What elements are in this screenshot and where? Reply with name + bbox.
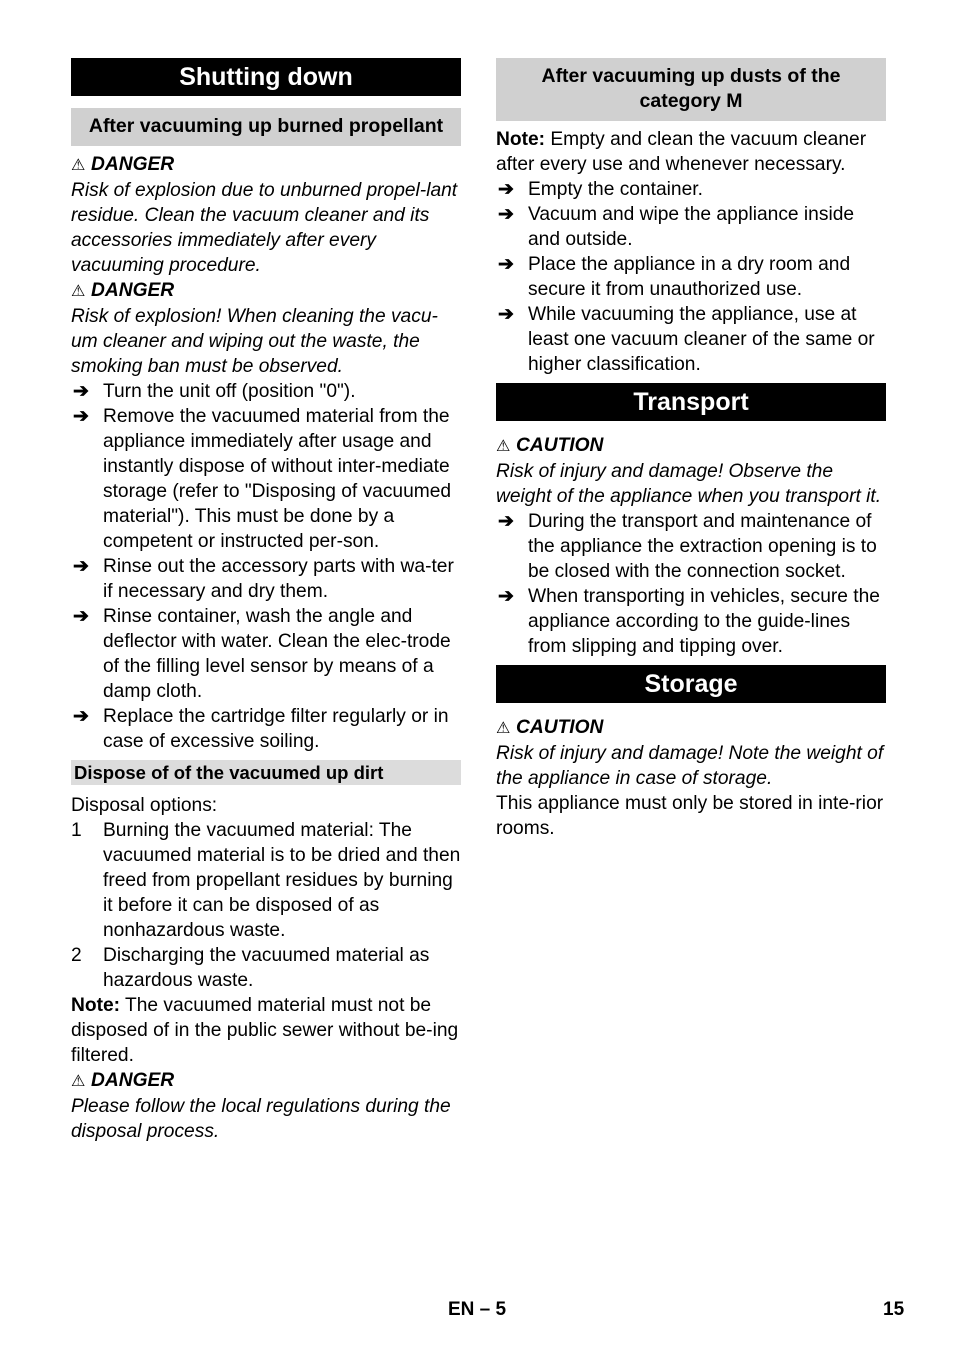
arrow-right-icon: ➔: [73, 556, 90, 577]
warning-triangle-icon: ⚠: [71, 1073, 86, 1090]
step-item: ➔ Replace the cartridge filter regularly or in case of excessive soiling.: [73, 706, 449, 752]
warning-triangle-icon: ⚠: [71, 157, 86, 174]
danger-label-2: ⚠ DANGER: [71, 278, 461, 304]
subheading-burned-propellant: After vacuuming up burned propellant: [71, 108, 461, 146]
list-item: 2 Discharging the vacuumed material as hazardous waste.: [71, 945, 430, 991]
danger-label-3: ⚠ DANGER: [71, 1068, 461, 1094]
step-item: ➔ Turn the unit off (position "0").: [73, 381, 356, 402]
arrow-right-icon: ➔: [498, 304, 515, 325]
caution-label-transport: ⚠ CAUTION: [496, 433, 886, 459]
step-item: ➔ Place the appliance in a dry room and secure it from unauthorized use.: [498, 254, 851, 300]
arrow-right-icon: ➔: [498, 511, 515, 532]
step-item: ➔ Vacuum and wipe the appliance inside and outside.: [498, 204, 855, 250]
note-paragraph: Note: The vacuumed material must not be disposed of in the public sewer without be-ing filtered.: [71, 995, 459, 1066]
arrow-right-icon: ➔: [498, 204, 515, 225]
disposal-intro: Disposal options:: [71, 795, 218, 816]
left-column: [71, 58, 461, 1144]
step-item: ➔ During the transport and maintenance of the appliance the extraction opening is to be closed with the connection socket.: [498, 511, 877, 582]
heading-transport: Transport: [496, 383, 886, 421]
step-item: ➔ While vacuuming the appliance, use at least one vacuum cleaner of the same or higher classification.: [498, 304, 875, 375]
list-item: 1 Burning the vacuumed material: The vacuumed material is to be dried and then freed from propellant residues by burning it before it can be disposed of as nonhazardous waste.: [71, 820, 461, 941]
caution-text-transport: Risk of injury and damage! Observe the weight of the appliance when you transport it.: [496, 461, 882, 507]
arrow-right-icon: ➔: [73, 706, 90, 727]
arrow-right-icon: ➔: [73, 606, 90, 627]
note-paragraph: Note: Empty and clean the vacuum cleaner after every use and whenever necessary.: [496, 129, 867, 175]
danger-label-1: ⚠ DANGER: [71, 152, 461, 178]
footer-section-label: EN – 5: [448, 1299, 507, 1320]
subheading-category-m: After vacuuming up dusts of the category M: [496, 58, 886, 121]
step-item: ➔ Empty the container.: [498, 179, 703, 200]
arrow-right-icon: ➔: [498, 586, 515, 607]
step-item: ➔ Rinse out the accessory parts with wa-ter if necessary and dry them.: [73, 556, 454, 602]
subheading-dispose: Dispose of of the vacuumed up dirt: [71, 760, 461, 785]
danger-text-3: Please follow the local regulations during the disposal process.: [71, 1096, 451, 1142]
page-number: 15: [883, 1299, 905, 1320]
step-item: ➔ Rinse container, wash the angle and deflector with water. Clean the elec-trode of the filling level sensor by means of a damp cloth.: [73, 606, 451, 702]
arrow-right-icon: ➔: [73, 381, 90, 402]
caution-text-storage: Risk of injury and damage! Note the weight of the appliance in case of storage.: [496, 743, 884, 789]
heading-storage: Storage: [496, 665, 886, 703]
arrow-right-icon: ➔: [73, 406, 90, 427]
arrow-right-icon: ➔: [498, 254, 515, 275]
danger-text-2: Risk of explosion! When cleaning the vacu-um cleaner and wiping out the waste, the smoking ban must be observed.: [71, 306, 438, 377]
right-column: [496, 58, 886, 841]
arrow-right-icon: ➔: [498, 179, 515, 200]
step-item: ➔ When transporting in vehicles, secure the appliance according to the guide-lines from slipping and tipping over.: [498, 586, 880, 657]
warning-triangle-icon: ⚠: [496, 720, 511, 737]
step-item: ➔ Remove the vacuumed material from the appliance immediately after usage and instantly dispose of without inter-mediate storage (refer to "Disposing of vacuumed material"). This must be done by a competent or instructed per-son.: [73, 406, 452, 552]
warning-triangle-icon: ⚠: [496, 438, 511, 455]
danger-text-1: Risk of explosion due to unburned propel-lant residue. Clean the vacuum cleaner and its accessories immediately after every vacuuming procedure.: [71, 180, 458, 276]
storage-text: This appliance must only be stored in inte-rior rooms.: [496, 793, 884, 839]
caution-label-storage: ⚠ CAUTION: [496, 715, 886, 741]
warning-triangle-icon: ⚠: [71, 283, 86, 300]
heading-shutting-down: Shutting down: [71, 58, 461, 96]
